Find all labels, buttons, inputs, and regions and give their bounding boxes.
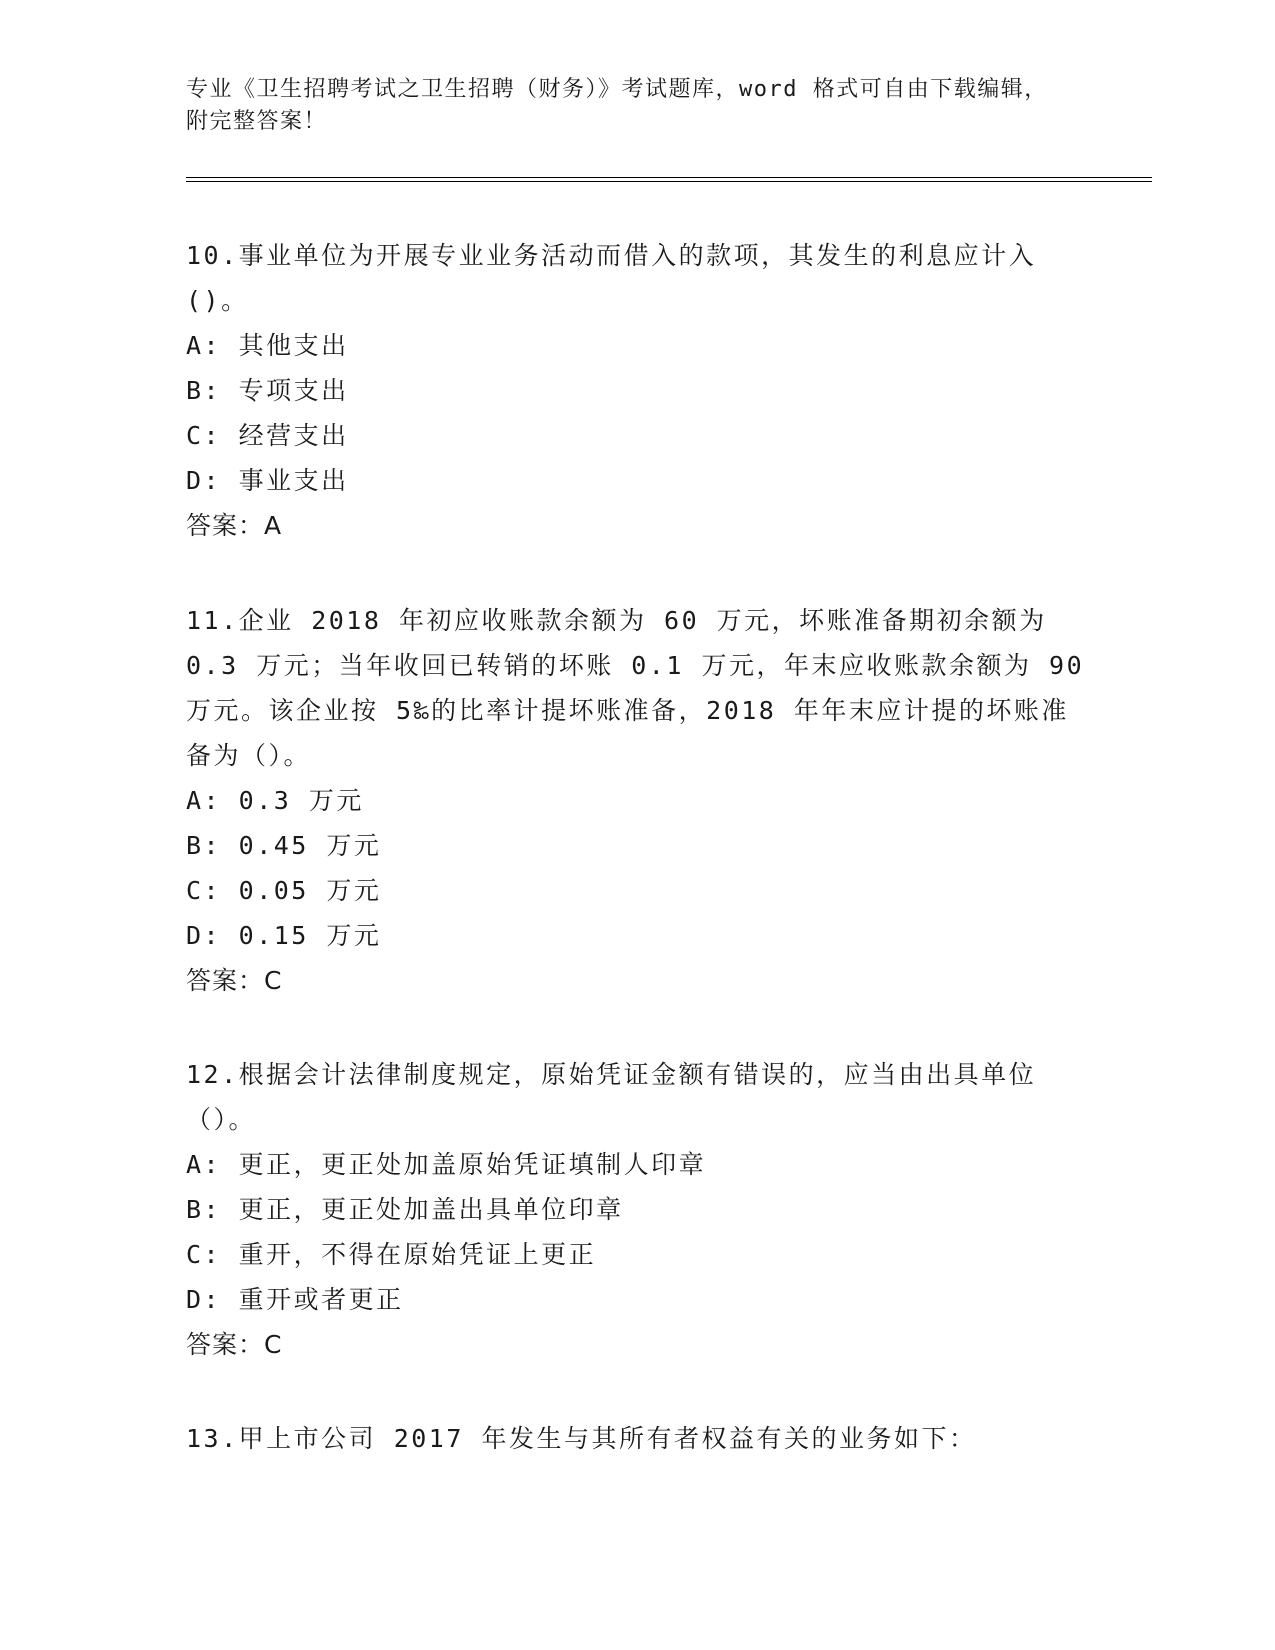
option-c: C: 0.05 万元: [186, 876, 382, 905]
header-divider: [186, 177, 1152, 182]
question-stem: 11.企业 2018 年初应收账款余额为 60 万元，坏账准备期初余额为 0.3 万元；当年收回已转销的坏账 0.1 万元，年末应收账款余额为 90 万元。该企业按 5‰的比率计提坏账准备，2018 年年末应计提的坏账准备为（）。: [186, 606, 1085, 770]
answer-line: 答案：C: [186, 1330, 283, 1359]
question-stem: 13.甲上市公司 2017 年发生与其所有者权益有关的业务如下：: [186, 1424, 977, 1453]
answer-line: 答案：A: [186, 511, 283, 540]
option-a: A: 0.3 万元: [186, 786, 364, 815]
option-c: C: 重开，不得在原始凭证上更正: [186, 1240, 597, 1269]
question-stem: 10.事业单位为开展专业业务活动而借入的款项，其发生的利息应计入()。: [186, 241, 1037, 315]
document-header: 专业《卫生招聘考试之卫生招聘（财务）》考试题库，word 格式可自由下载编辑，附完整答案！: [186, 77, 1048, 134]
question-stem: 12.根据会计法律制度规定，原始凭证金额有错误的，应当由出具单位（）。: [186, 1060, 1037, 1134]
option-b: B: 更正，更正处加盖出具单位印章: [186, 1195, 624, 1224]
option-d: D: 事业支出: [186, 466, 349, 495]
option-b: B: 专项支出: [186, 376, 349, 405]
question-10: [186, 233, 1086, 548]
option-c: C: 经营支出: [186, 421, 349, 450]
option-d: D: 重开或者更正: [186, 1285, 404, 1314]
option-d: D: 0.15 万元: [186, 921, 382, 950]
option-a: A: 其他支出: [186, 331, 349, 360]
question-11: [186, 598, 1086, 1003]
answer-line: 答案：C: [186, 966, 283, 995]
question-12: [186, 1052, 1086, 1367]
question-13: [186, 1416, 1086, 1461]
option-b: B: 0.45 万元: [186, 831, 382, 860]
option-a: A: 更正，更正处加盖原始凭证填制人印章: [186, 1150, 707, 1179]
